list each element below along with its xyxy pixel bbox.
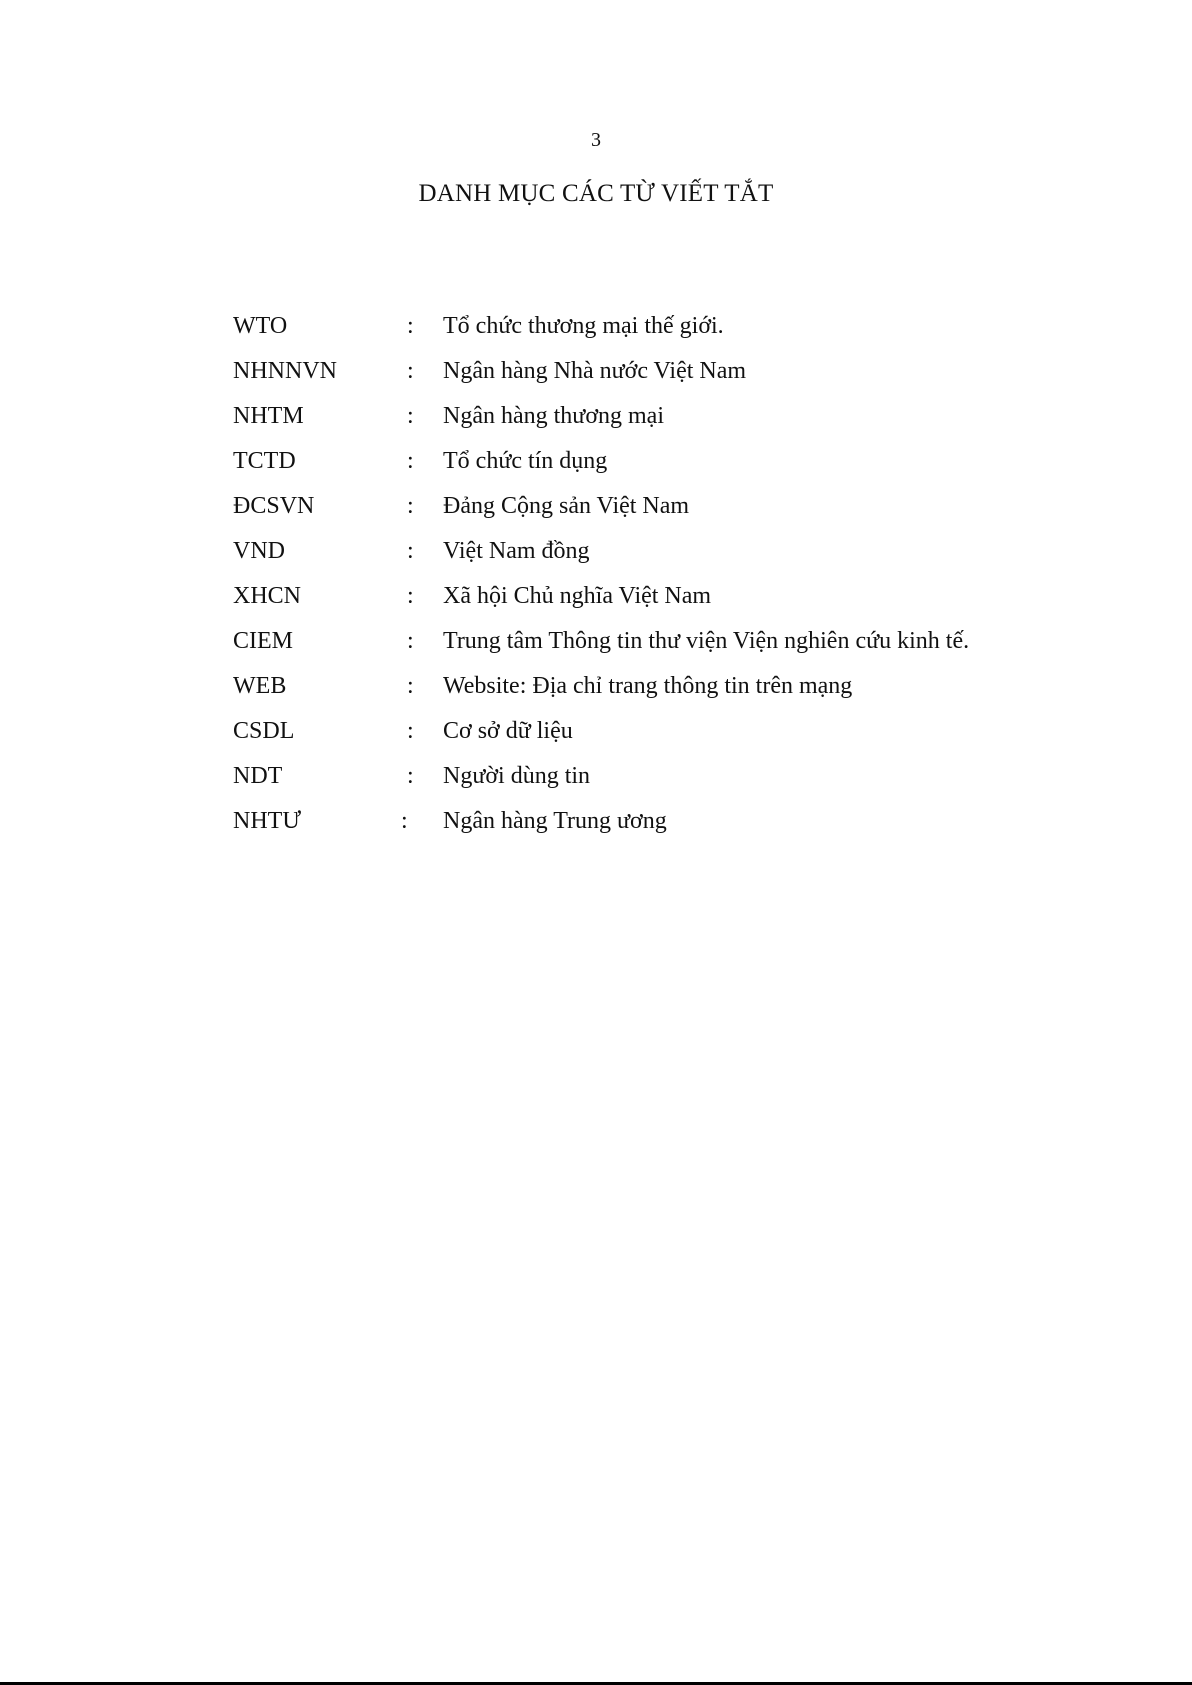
- list-item: [233, 356, 1133, 401]
- list-item: [233, 626, 1133, 671]
- page-number: 3: [591, 129, 601, 151]
- abbreviation-term: CSDL: [233, 718, 295, 744]
- abbreviation-term: NHTƯ: [233, 808, 301, 834]
- abbreviation-term: ĐCSVN: [233, 493, 315, 519]
- abbreviation-term: VND: [233, 538, 285, 564]
- separator-colon: :: [407, 583, 414, 609]
- separator-colon: :: [407, 718, 414, 744]
- abbreviation-definition: Website: Địa chỉ trang thông tin trên mạng: [443, 673, 853, 699]
- abbreviation-definition: Ngân hàng Nhà nước Việt Nam: [443, 358, 747, 384]
- abbreviation-definition: Việt Nam đồng: [443, 538, 590, 564]
- list-item: [233, 761, 1133, 806]
- abbreviation-term: NDT: [233, 763, 283, 789]
- abbreviation-definition: Ngân hàng Trung ương: [443, 808, 667, 834]
- list-item: [233, 581, 1133, 626]
- separator-colon: :: [407, 763, 414, 789]
- abbreviation-term: XHCN: [233, 583, 302, 609]
- page-title: DANH MỤC CÁC TỪ VIẾT TẮT: [418, 180, 774, 207]
- separator-colon: :: [407, 493, 414, 519]
- abbreviation-definition: Người dùng tin: [443, 763, 591, 789]
- separator-colon: :: [407, 628, 414, 654]
- separator-colon: :: [407, 673, 414, 699]
- abbreviation-definition: Đảng Cộng sản Việt Nam: [443, 493, 690, 519]
- abbreviation-definition: Ngân hàng thương mại: [443, 403, 664, 429]
- list-item: [233, 311, 1133, 356]
- abbreviation-definition: Cơ sở dữ liệu: [443, 718, 573, 744]
- list-item: [233, 446, 1133, 491]
- abbreviation-term: TCTD: [233, 448, 296, 474]
- separator-colon: :: [407, 403, 414, 429]
- list-item: [233, 671, 1133, 716]
- abbreviation-term: WEB: [233, 673, 287, 699]
- abbreviation-term: NHNNVN: [233, 358, 337, 384]
- abbreviation-definition: Trung tâm Thông tin thư viện Viện nghiên cứu kinh tế.: [443, 628, 970, 654]
- list-item: [233, 806, 1133, 851]
- abbreviation-term: WTO: [233, 313, 288, 339]
- separator-colon: :: [407, 448, 414, 474]
- abbreviation-list: [233, 311, 1133, 851]
- abbreviation-definition: Xã hội Chủ nghĩa Việt Nam: [443, 583, 712, 609]
- list-item: [233, 491, 1133, 536]
- separator-colon: :: [407, 313, 414, 339]
- abbreviation-term: CIEM: [233, 628, 293, 654]
- abbreviation-definition: Tổ chức thương mại thế giới.: [443, 313, 724, 339]
- list-item: [233, 716, 1133, 761]
- abbreviation-definition: Tổ chức tín dụng: [443, 448, 608, 474]
- separator-colon: :: [401, 808, 408, 834]
- separator-colon: :: [407, 358, 414, 384]
- separator-colon: :: [407, 538, 414, 564]
- abbreviation-term: NHTM: [233, 403, 304, 429]
- list-item: [233, 536, 1133, 581]
- list-item: [233, 401, 1133, 446]
